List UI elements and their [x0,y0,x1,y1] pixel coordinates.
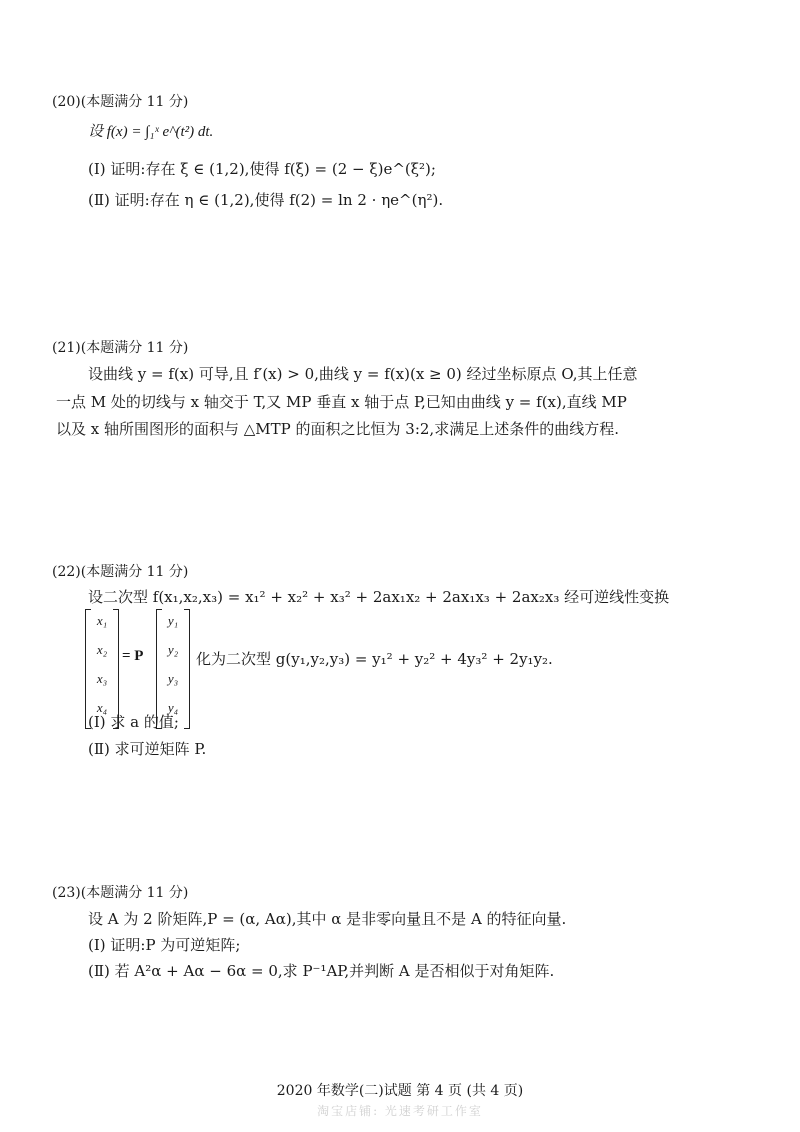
q20-part2: (Ⅱ) 证明:存在 η ∈ (1,2),使得 f(2) = ln 2 · ηe^(η²). [88,191,444,209]
matrix-y3: y₃ [167,671,179,686]
q23-line1: 设 A 为 2 阶矩阵,P = (α, Aα),其中 α 是非零向量且不是 A 的特征向量. [88,910,567,928]
q23-header: (23)(本题满分 11 分) [52,885,189,901]
q22-part2: (Ⅱ) 求可逆矩阵 P. [88,740,207,758]
matrix-y1: y₁ [167,613,179,628]
q23-part1: (Ⅰ) 证明:P 为可逆矩阵; [88,936,241,954]
matrix-x1: x₁ [96,613,108,628]
matrix-x2: x₂ [96,642,108,657]
q21-header: (21)(本题满分 11 分) [52,340,189,356]
q22-line1: 设二次型 f(x₁,x₂,x₃) = x₁² + x₂² + x₃² + 2ax₁x₂ + 2ax₁x₃ + 2ax₂x₃ 经可逆线性变换 [88,588,670,606]
q21-line3: 以及 x 轴所围图形的面积与 △MTP 的面积之比恒为 3:2,求满足上述条件的曲线方程. [56,420,619,438]
matrix-y2: y₂ [167,642,179,657]
q20-part1: (Ⅰ) 证明:存在 ξ ∈ (1,2),使得 f(ξ) = (2 − ξ)e^(ξ²); [88,160,436,178]
q23-part2: (Ⅱ) 若 A²α + Aα − 6α = 0,求 P⁻¹AP,并判断 A 是否相似于对角矩阵. [88,962,555,980]
matrix-brackets [156,609,190,729]
matrix-brackets [85,609,119,729]
matrix-x3: x₃ [96,671,108,686]
watermark: 淘宝店铺: 光速考研工作室 [317,1104,483,1118]
matrix-x4: x₄ [96,700,108,715]
q20-header: (20)(本题满分 11 分) [52,94,189,110]
q22-part1: (Ⅰ) 求 a 的值; [88,713,179,731]
q20-stem: 设 f(x) = ∫₁ˣ e^(t²) dt. [88,124,214,140]
equals-p: = P [122,648,144,664]
matrix-y4: y₄ [167,700,179,715]
q21-line1: 设曲线 y = f(x) 可导,且 f′(x) > 0,曲线 y = f(x)(x ≥ 0) 经过坐标原点 O,其上任意 [88,365,638,383]
q22-header: (22)(本题满分 11 分) [52,564,189,580]
q21-line2: 一点 M 处的切线与 x 轴交于 T,又 MP 垂直 x 轴于点 P,已知由曲线 y = f(x),直线 MP [56,393,627,411]
q22-line2: 化为二次型 g(y₁,y₂,y₃) = y₁² + y₂² + 4y₃² + 2y₁y₂. [196,650,553,668]
page-footer: 2020 年数学(二)试题 第 4 页 (共 4 页) [276,1083,524,1099]
